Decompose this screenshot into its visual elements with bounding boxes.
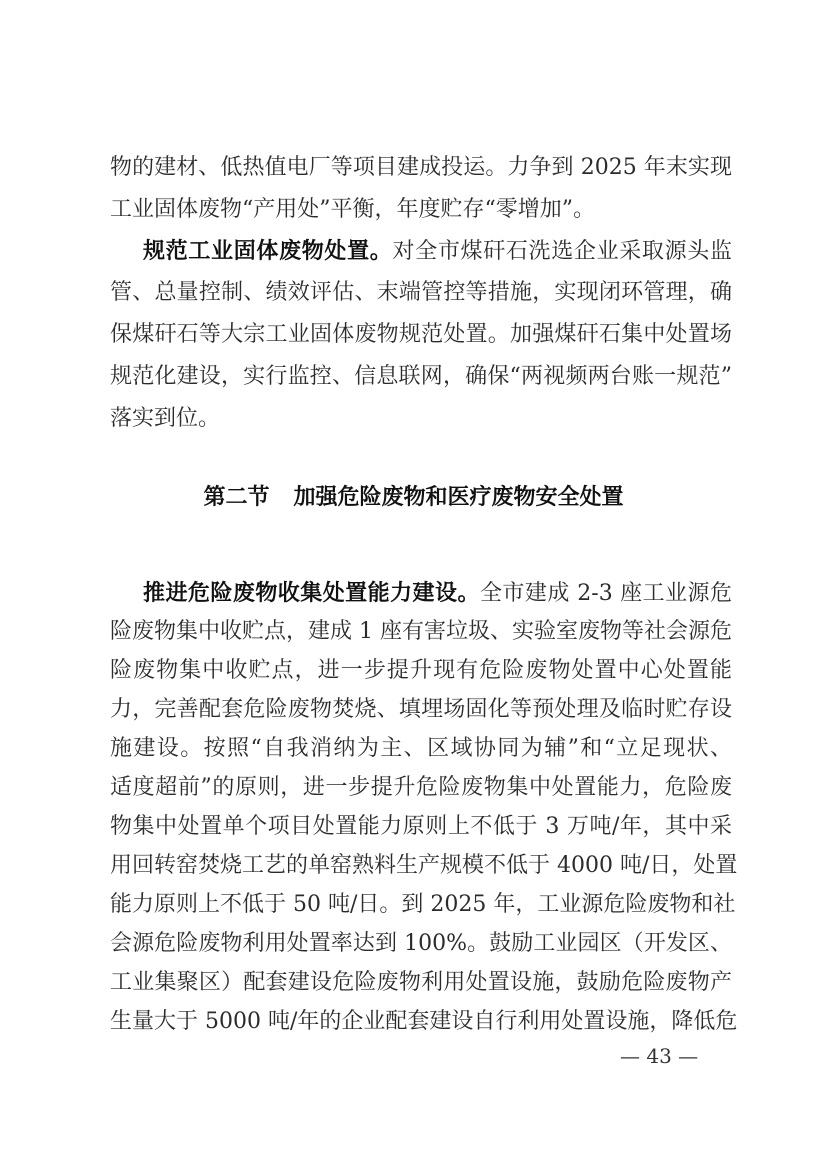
text-line: 工业固体废物“产用处”平衡，年度贮存“零增加”。 <box>110 197 595 222</box>
text-line: 规范化建设，实行监控、信息联网，确保“两视频两台账一规范” <box>110 364 732 389</box>
text-line: 险废物集中收贮点，进一步提升现有危险废物处置中心处置能 <box>110 658 732 683</box>
section-title: 加强危险废物和医疗废物安全处置 <box>293 484 624 510</box>
text-span: 全市建成 2-3 座工业源危 <box>479 581 732 606</box>
text-line <box>143 236 732 266</box>
text-line: 会源危险废物利用处置率达到 100%。鼓励工业园区（开发区、 <box>110 931 732 956</box>
text-line: 工业集聚区）配套建设危险废物利用处置设施，鼓励危险废物产 <box>110 970 732 995</box>
text-line: 落实到位。 <box>110 406 221 431</box>
text-line: 保煤矸石等大宗工业固体废物规范处置。加强煤矸石集中处置场 <box>110 322 732 347</box>
section-number: 第二节 <box>203 484 270 510</box>
page-number: — 43 — <box>620 1044 699 1068</box>
text-line: 生量大于 5000 吨/年的企业配套建设自行利用处置设施，降低危 <box>110 1009 738 1034</box>
text-line: 险废物集中收贮点，建成 1 座有害垃圾、实验室废物等社会源危 <box>110 619 732 644</box>
text-line: 施建设。按照“自我消纳为主、区域协同为辅”和“立足现状、 <box>110 736 732 761</box>
text-line: 力，完善配套危险废物焚烧、填埋场固化等预处理及临时贮存设 <box>110 697 732 722</box>
text-line: 适度超前”的原则，进一步提升危险废物集中处置能力，危险废 <box>110 775 732 800</box>
text-line: 能力原则上不低于 50 吨/日。到 2025 年，工业源危险废物和社 <box>110 892 736 917</box>
paragraph-lead: 推进危险废物收集处置能力建设。 <box>143 580 480 606</box>
text-line: 管、总量控制、绩效评估、末端管控等措施，实现闭环管理，确 <box>110 280 732 305</box>
text-line: 用回转窑焚烧工艺的单窑熟料生产规模不低于 4000 吨/日，处置 <box>110 853 738 878</box>
section-heading <box>0 480 827 511</box>
text-line: 物集中处置单个项目处置能力原则上不低于 3 万吨/年，其中采 <box>110 814 732 839</box>
text-line <box>143 578 732 608</box>
paragraph-lead: 规范工业固体废物处置。 <box>143 238 393 264</box>
text-span: 对全市煤矸石洗选企业采取源头监 <box>392 239 732 264</box>
text-line: 物的建材、低热值电厂等项目建成投运。力争到 2025 年末实现 <box>110 155 732 180</box>
